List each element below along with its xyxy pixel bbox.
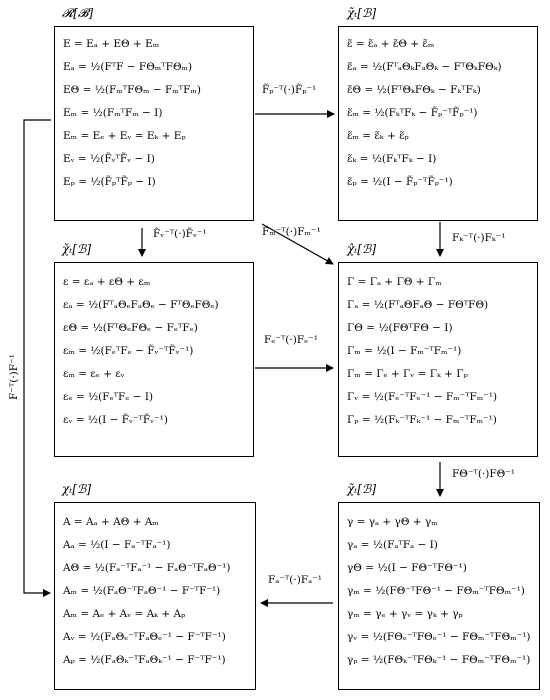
label-left-down: F̃ᵥ⁻ᵀ(·)F̃ᵥ⁻¹	[153, 228, 207, 240]
eq-xt-6: ε̃ₖ = ½(FₖᵀFₖ − I)	[347, 153, 437, 165]
box-xv	[54, 262, 254, 457]
eq-r-1: E = Eₐ + EΘ + Eₘ	[63, 38, 160, 50]
label-outer-left: F⁻ᵀ(·)F⁻¹	[8, 354, 20, 400]
eq-xc-1: A = Aₐ + AΘ + Aₘ	[63, 516, 159, 528]
eq-xh-5: Γₘ = Γₑ + Γᵥ = Γₖ + Γₚ	[347, 368, 468, 380]
box-xt-title: χ̃ₜ[ℬ]	[347, 6, 377, 20]
box-xv-title: χ̌ₜ[ℬ]	[62, 242, 92, 256]
eq-xc-2: Aₐ = ½(I − Fₐ⁻ᵀFₐ⁻¹)	[63, 539, 171, 551]
eq-xs-4: γₘ = ½(FΘ⁻ᵀFΘ⁻¹ − FΘₘ⁻ᵀFΘₘ⁻¹)	[347, 585, 525, 597]
eq-xh-6: Γᵥ = ½(Fₑ⁻ᵀFₑ⁻¹ − Fₘ⁻ᵀFₘ⁻¹)	[347, 391, 498, 403]
eq-r-6: Eᵥ = ½(F̃ᵥᵀF̃ᵥ − I)	[63, 153, 155, 165]
eq-xv-5: εₘ = εₑ + εᵥ	[63, 368, 125, 380]
label-bottom-left: Fₐ⁻ᵀ(·)Fₐ⁻¹	[268, 574, 322, 586]
eq-xc-6: Aᵥ = ½(FₐΘₑ⁻ᵀFₐΘₑ⁻¹ − F⁻ᵀF⁻¹)	[63, 631, 226, 643]
box-xh	[338, 262, 538, 457]
eq-xt-3: ε̃Θ = ½(FᵀΘₖFΘₖ − FₖᵀFₖ)	[347, 84, 481, 96]
label-right-down-2: FΘ⁻ᵀ(·)FΘ⁻¹	[452, 468, 516, 480]
eq-xh-3: ΓΘ = ½(FΘᵀFΘ − I)	[347, 322, 453, 334]
eq-xv-4: εₘ = ½(FₑᵀFₑ − F̃ᵥ⁻ᵀF̃ᵥ⁻¹)	[63, 345, 194, 357]
box-xt	[338, 26, 538, 221]
eq-xh-4: Γₘ = ½(I − Fₘ⁻ᵀFₘ⁻¹)	[347, 345, 462, 357]
eq-xh-2: Γₐ = ½(FᵀₐΘFₐΘ − FΘᵀFΘ)	[347, 299, 489, 311]
eq-xs-6: γᵥ = ½(FΘₑ⁻ᵀFΘₑ⁻¹ − FΘₘ⁻ᵀFΘₘ⁻¹)	[347, 631, 531, 643]
label-top-right: F̃ₚ⁻ᵀ(·)F̃ₚ⁻¹	[262, 84, 317, 96]
arrow-outer-left	[24, 120, 51, 593]
eq-xt-4: ε̃ₘ = ½(FₖᵀFₖ − F̃ₚ⁻ᵀF̃ₚ⁻¹)	[347, 107, 478, 119]
eq-xs-1: γ = γₐ + γΘ + γₘ	[347, 516, 438, 528]
label-diagonal: F̃ₘ⁻ᵀ(·)Fₘ⁻¹	[262, 226, 321, 238]
box-xs	[338, 502, 540, 690]
eq-xh-1: Γ = Γₐ + ΓΘ + Γₘ	[347, 276, 442, 288]
label-right-down: Fₖ⁻ᵀ(·)Fₖ⁻¹	[452, 232, 506, 244]
box-xc-title: χₜ[ℬ]	[62, 482, 92, 496]
eq-xc-4: Aₘ = ½(FₐΘ⁻ᵀFₐΘ⁻¹ − F⁻ᵀF⁻¹)	[63, 585, 221, 597]
eq-xv-6: εₑ = ½(FₑᵀFₑ − I)	[63, 391, 154, 403]
eq-xv-1: ε = εₐ + εΘ + εₘ	[63, 276, 151, 288]
box-xh-title: χ̂ₜ[ℬ]	[347, 242, 377, 256]
eq-r-5: Eₘ = Eₑ + Eᵥ = Eₖ + Eₚ	[63, 130, 186, 142]
eq-xs-5: γₘ = γₑ + γᵥ = γₖ + γₚ	[347, 608, 463, 620]
eq-r-3: EΘ = ½(FₘᵀFΘₘ − FₘᵀFₘ)	[63, 84, 201, 96]
eq-xc-5: Aₘ = Aₑ + Aᵥ = Aₖ + Aₚ	[63, 608, 186, 620]
eq-xs-3: γΘ = ½(I − FΘ⁻ᵀFΘ⁻¹)	[347, 562, 467, 574]
box-r	[54, 26, 254, 221]
eq-xt-7: ε̃ₚ = ½(I − F̃ₚ⁻ᵀF̃ₚ⁻¹)	[347, 176, 453, 188]
label-mid-right: Fₑ⁻ᵀ(·)Fₑ⁻¹	[264, 334, 318, 346]
eq-xh-7: Γₚ = ½(Fₖ⁻ᵀFₖ⁻¹ − Fₘ⁻ᵀFₘ⁻¹)	[347, 414, 497, 426]
box-xs-title: χ̃ₜ[ℬ]	[347, 482, 377, 496]
eq-r-2: Eₐ = ½(FᵀF − FΘₘᵀFΘₘ)	[63, 61, 193, 73]
eq-xt-1: ε̃ = ε̃ₐ + ε̃Θ + ε̃ₘ	[347, 38, 435, 50]
eq-r-4: Eₘ = ½(FₘᵀFₘ − I)	[63, 107, 163, 119]
eq-xt-2: ε̃ₐ = ½(FᵀₐΘₖFₐΘₖ − FᵀΘₖFΘₖ)	[347, 61, 502, 73]
eq-xc-3: AΘ = ½(Fₐ⁻ᵀFₐ⁻¹ − FₐΘ⁻ᵀFₐΘ⁻¹)	[63, 562, 231, 574]
eq-xv-3: εΘ = ½(FᵀΘₑFΘₑ − FₑᵀFₑ)	[63, 322, 198, 334]
eq-r-7: Eₚ = ½(F̃ₚᵀF̃ₚ − I)	[63, 176, 156, 188]
eq-xs-2: γₐ = ½(FₐᵀFₐ − I)	[347, 539, 438, 551]
eq-xc-7: Aₚ = ½(FₐΘₖ⁻ᵀFₐΘₖ⁻¹ − F⁻ᵀF⁻¹)	[63, 654, 226, 666]
eq-xs-7: γₚ = ½(FΘₖ⁻ᵀFΘₖ⁻¹ − FΘₘ⁻ᵀFΘₘ⁻¹)	[347, 654, 531, 666]
box-r-title: 𝓡[𝓑]	[62, 6, 94, 20]
box-xc	[54, 502, 256, 690]
eq-xv-2: εₐ = ½(FᵀₐΘₑFₐΘₑ − FᵀΘₑFΘₑ)	[63, 299, 219, 311]
eq-xv-7: εᵥ = ½(I − F̃ᵥ⁻ᵀF̃ᵥ⁻¹)	[63, 414, 168, 426]
eq-xt-5: ε̃ₘ = ε̃ₖ + ε̃ₚ	[347, 130, 409, 142]
